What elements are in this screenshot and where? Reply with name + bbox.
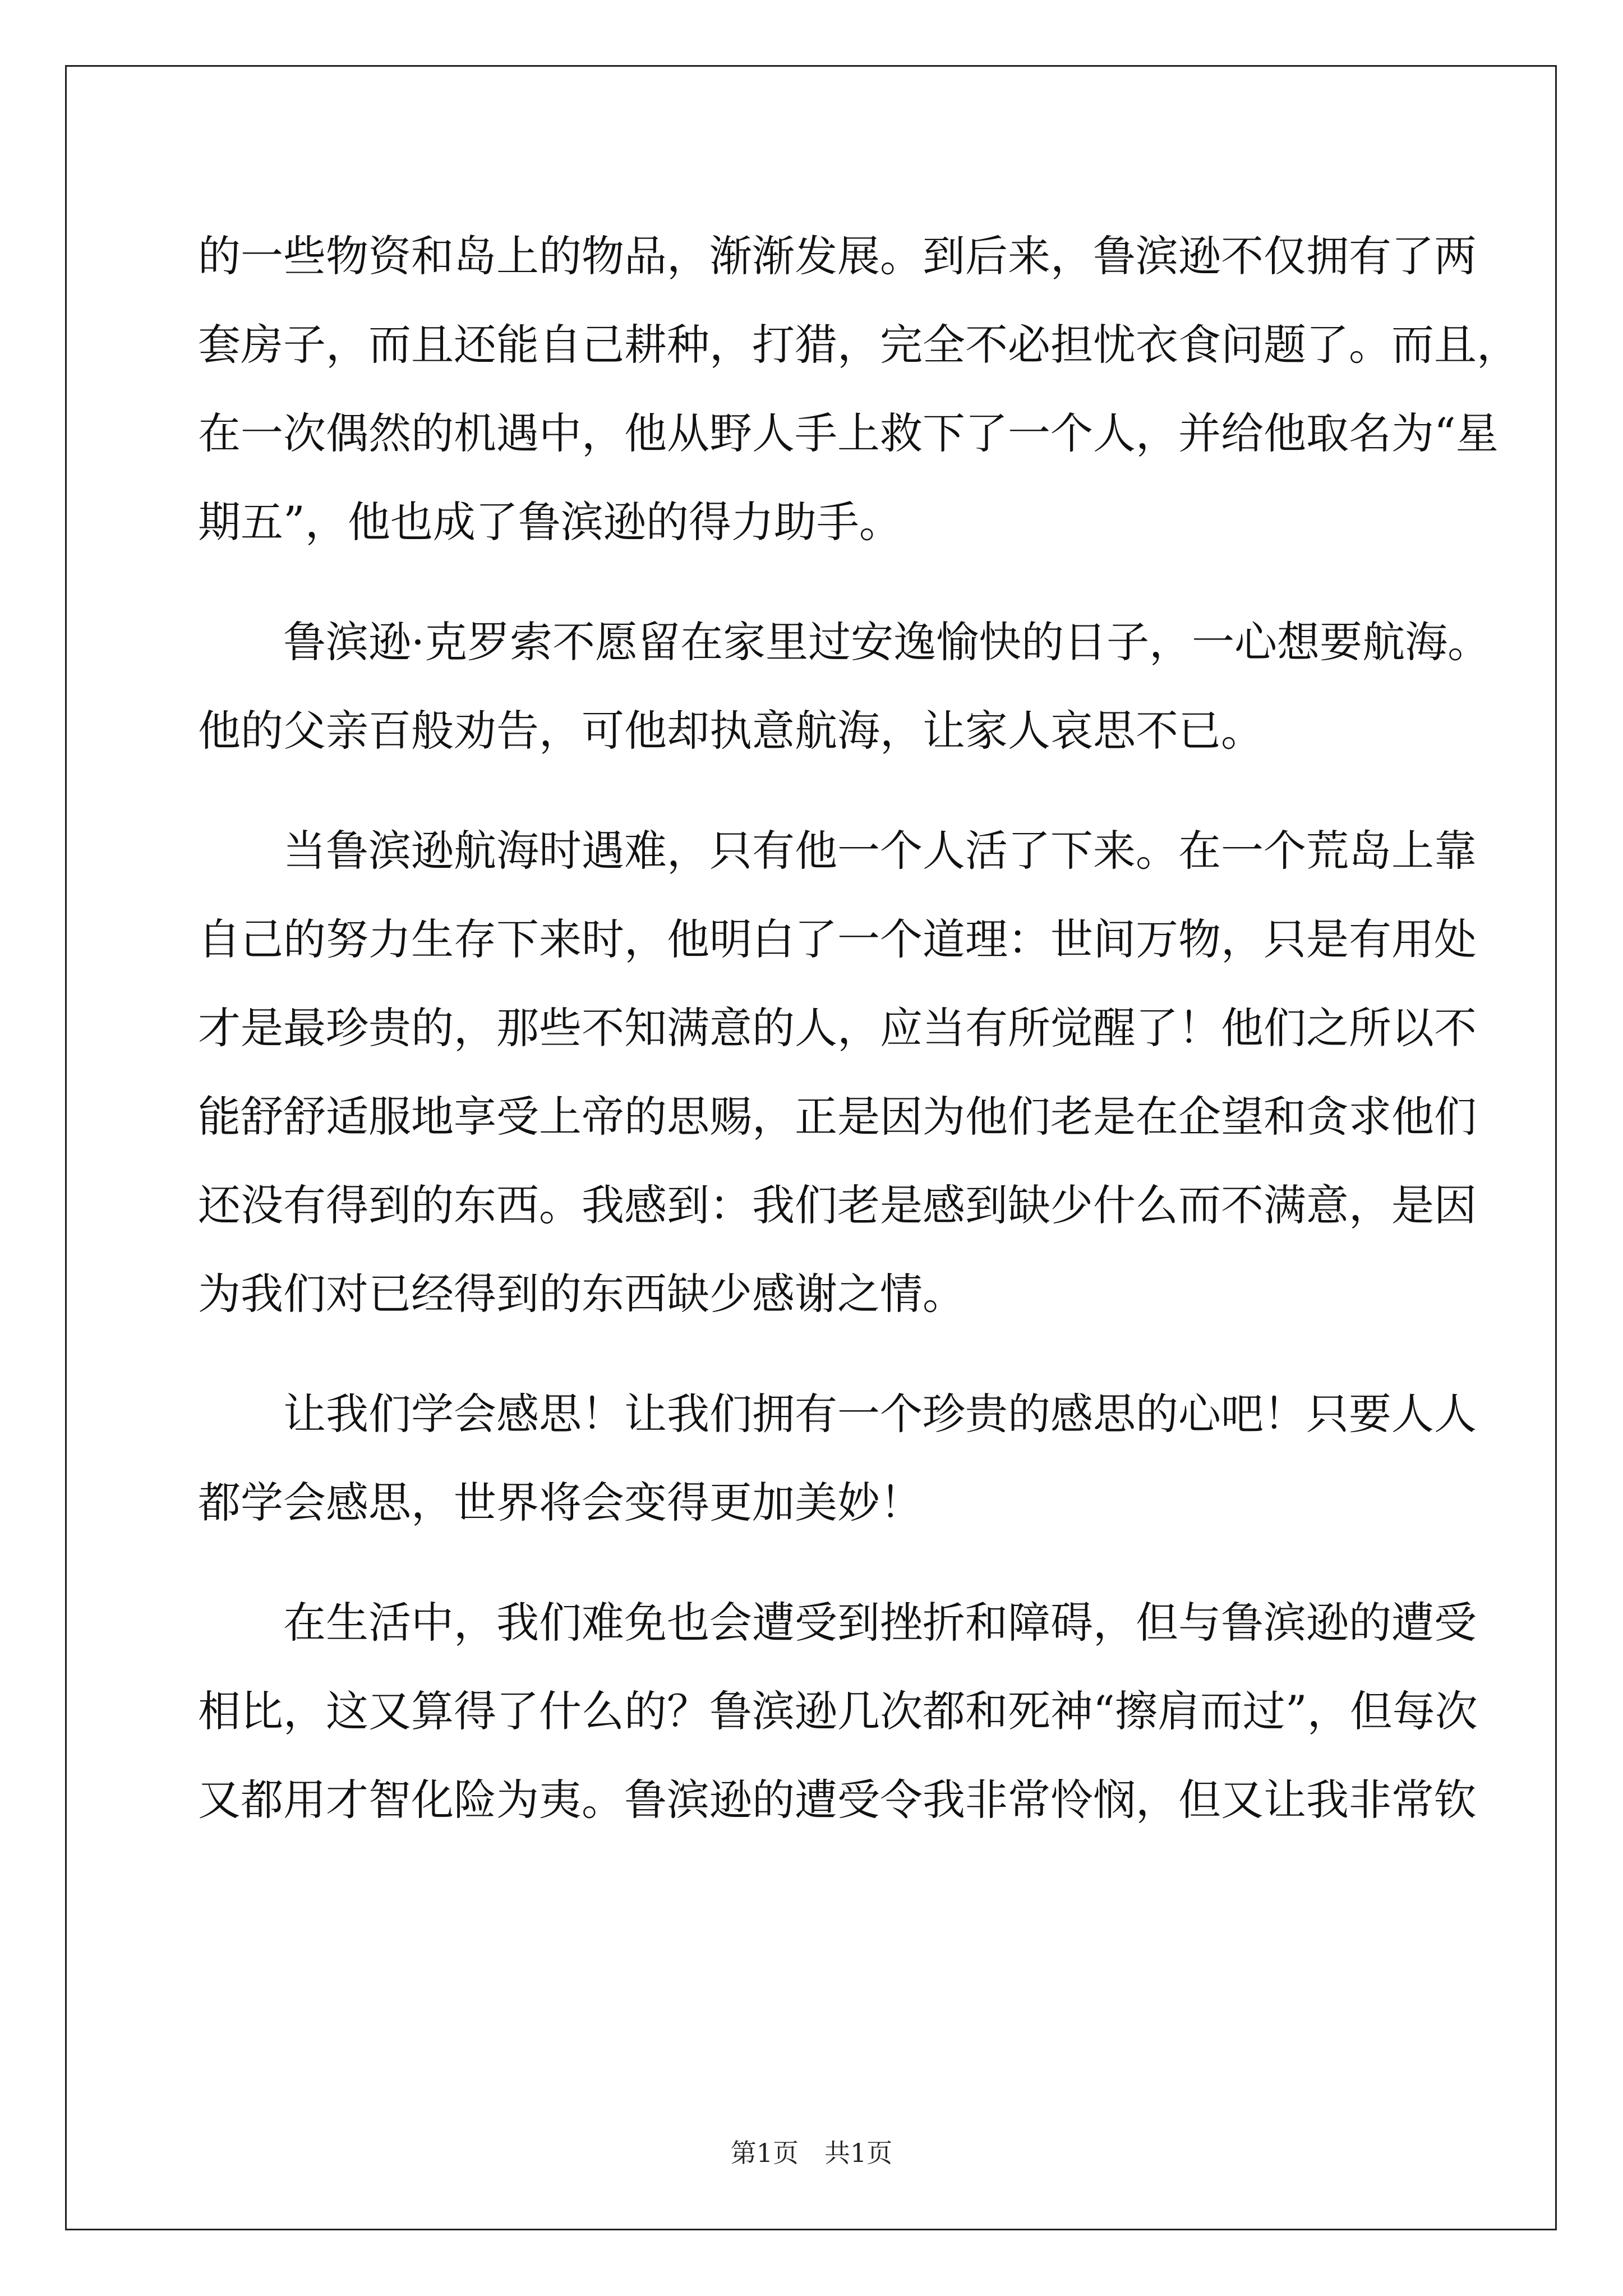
text-line: 相比，这又算得了什么的？鲁滨逊几次都和死神“擦肩而过”，但每次 <box>198 1686 1478 1736</box>
paragraph-4 <box>198 1370 1477 1547</box>
text-line: 在生活中，我们难免也会遭受到挫折和障碍，但与鲁滨逊的遭受 <box>283 1598 1477 1648</box>
text-line: 自己的努力生存下来时，他明白了一个道理：世间万物，只是有用处 <box>198 914 1477 964</box>
text-line: 都学会感思，世界将会变得更加美妙！ <box>198 1478 923 1527</box>
paragraph-5 <box>198 1579 1478 1844</box>
text-line: 为我们对已经得到的东西缺少感谢之情。 <box>198 1269 965 1319</box>
page-footer <box>0 2136 1623 2170</box>
text-line: 在一次偶然的机遇中，他从野人手上救下了一个人，并给他取名为“星 <box>198 408 1498 458</box>
paragraph-1 <box>198 212 1519 567</box>
paragraph-2 <box>198 598 1491 775</box>
document-body <box>198 212 1519 1844</box>
text-line: 的一些物资和岛上的物品，渐渐发展。到后来，鲁滨逊不仅拥有了两 <box>198 231 1477 281</box>
text-line: 他的父亲百般劝告，可他却执意航海，让家人哀思不已。 <box>198 706 1264 756</box>
text-line: 又都用才智化险为夷。鲁滨逊的遭受令我非常怜悯，但又让我非常钦 <box>198 1775 1477 1825</box>
text-line: 能舒舒适服地享受上帝的思赐，正是因为他们老是在企望和贪求他们 <box>198 1092 1477 1142</box>
page-number: 第1页 共1页 <box>730 2138 893 2168</box>
text-line: 让我们学会感思！让我们拥有一个珍贵的感思的心吧！只要人人 <box>283 1389 1477 1439</box>
text-line: 鲁滨逊·克罗索不愿留在家里过安逸愉快的日子，一心想要航海。 <box>283 617 1491 667</box>
paragraph-3 <box>198 807 1477 1338</box>
text-line: 还没有得到的东西。我感到：我们老是感到缺少什么而不满意，是因 <box>198 1180 1477 1230</box>
text-line: 期五”，他也成了鲁滨逊的得力助手。 <box>198 497 902 547</box>
text-line: 才是最珍贵的，那些不知满意的人，应当有所觉醒了！他们之所以不 <box>198 1003 1477 1053</box>
text-line: 当鲁滨逊航海时遇难，只有他一个人活了下来。在一个荒岛上靠 <box>283 826 1477 876</box>
text-line: 套房子，而且还能自己耕种，打猎，完全不必担忧衣食问题了。而且， <box>198 320 1519 370</box>
